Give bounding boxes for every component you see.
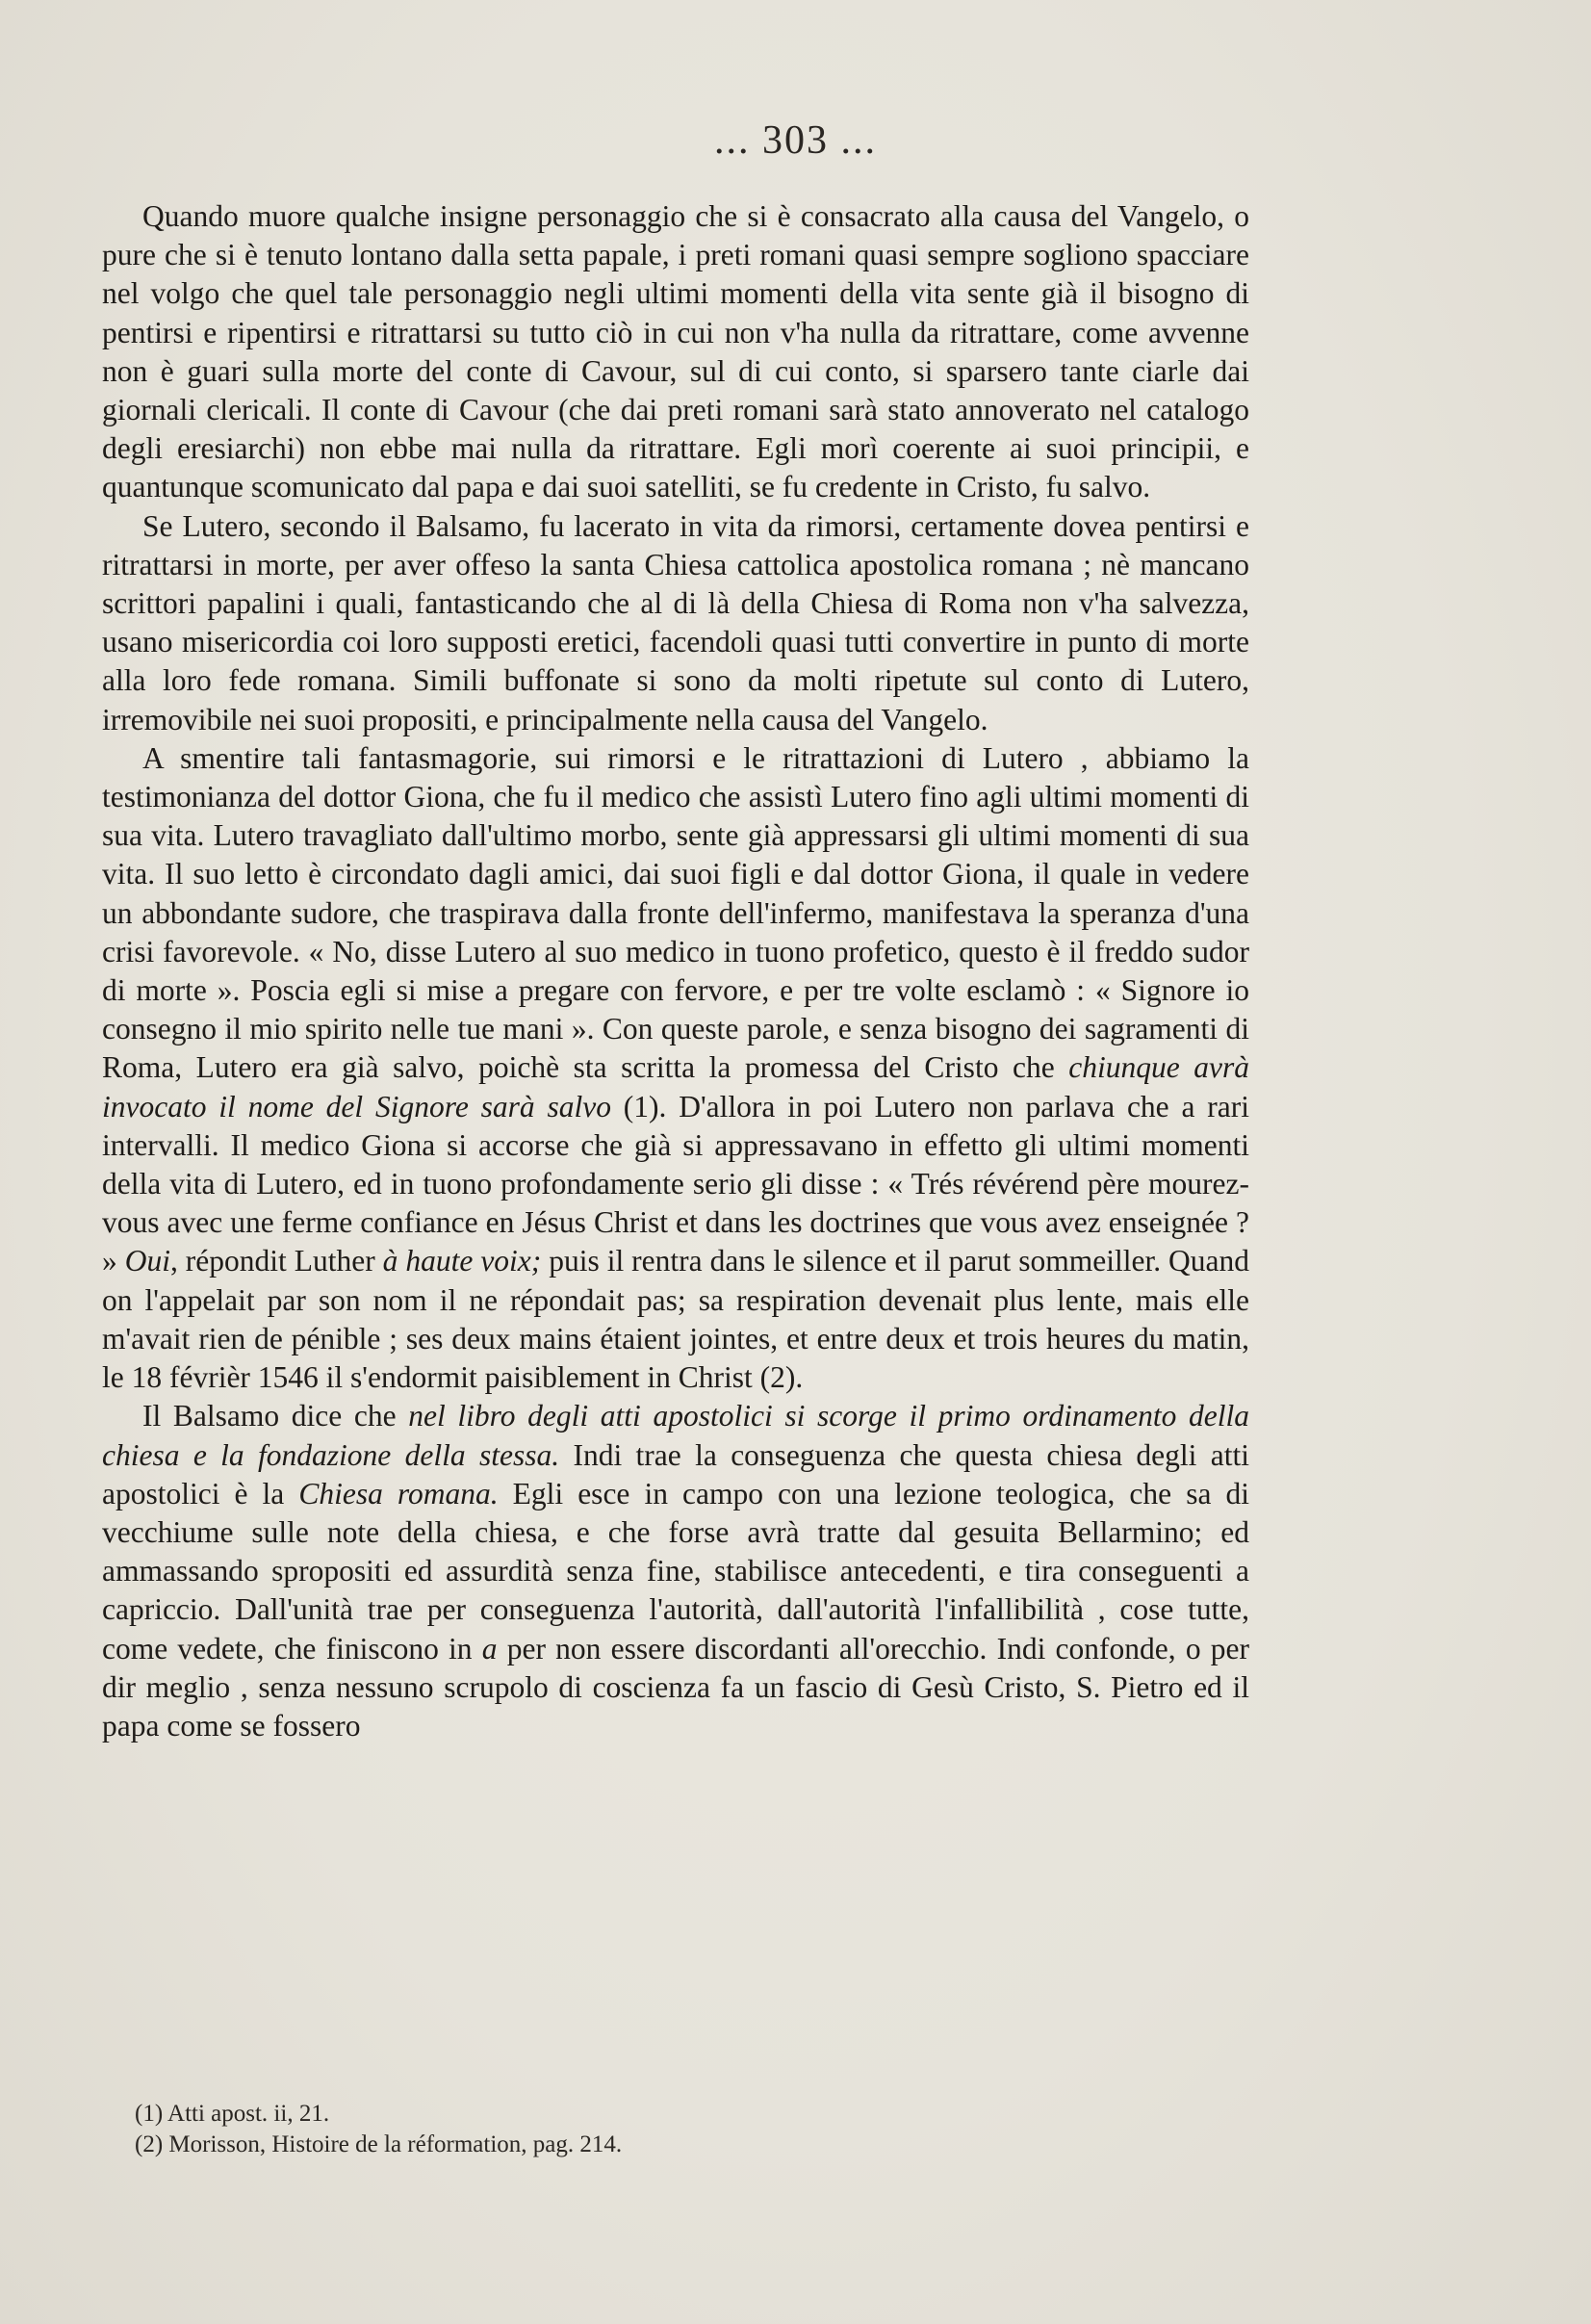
italic-text: à haute voix; (382, 1244, 542, 1278)
text-run: Se Lutero, secondo il Balsamo, fu lacerato in vita da rimorsi, certamente dovea pentirsi e ritrattarsi in morte, per aver offeso la santa Chiesa cattolica apostolica romana ; nè mancano scrittori papalini i quali, fantasticando che al di là della Chiesa di Roma non v'ha salvezza, usano misericordia coi loro supposti eretici, facendoli quasi tutti convertire in punto di morte alla loro fede romana. Simili buffonate si sono da molti ripetute sul conto di Lutero, irremovibile nei suoi propositi, e principalmente nella causa del Vangelo. (102, 508, 1249, 736)
text-run: Egli esce in campo con una lezione teologica, che sa di vecchiume sulle note della chiesa, e che forse avrà tratte dal gesuita Bellarmino; ed ammassando spropositi ed assurdità senza fine, stabilisce antecedenti, e tira conseguenti a capriccio. Dall'unità trae per conseguenza l'autorità, dall'autorità l'infallibilità , cose tutte, come vedete, che finiscono in (102, 1476, 1249, 1666)
body-text (102, 197, 1249, 1745)
italic-text: chiunque avrà invocato il nome del Signore sarà salvo (102, 1050, 1249, 1123)
italic-text: a (481, 1631, 498, 1666)
text-run: A smentire tali fantasmagorie, sui rimorsi e le ritrattazioni di Lutero , abbiamo la testimonianza del dottor Giona, che fu il medico che assistì Lutero fino agli ultimi momenti di sua vita. Lutero travagliato dall'ultimo morbo, sente già appressarsi gli ultimi momenti di sua vita. Il suo letto è circondato dagli amici, dai suoi figli e dal dottor Giona, il quale in vedere un abbondante sudore, che traspirava dalla fronte dell'infermo, manifestava la speranza d'una crisi favorevole. « No, disse Lutero al suo medico in tuono profetico, questo è il freddo sudor di morte ». Poscia egli si mise a pregare con fervore, e per tre volte esclamò : « Signore io consegno il mio spirito nelle tue mani ». Con queste parole, e senza bisogno dei sagramenti di Roma, Lutero era già salvo, poichè sta scritta la promessa del Cristo che (102, 740, 1249, 1085)
footnotes (135, 2099, 1193, 2160)
paragraph-2 (102, 507, 1249, 739)
page-number: ... 303 ... (714, 118, 877, 163)
text-run: Indi trae la conseguenza che questa chiesa degli atti apostolici è la (102, 1437, 1249, 1511)
text-run: puis il rentra dans le silence et il parut sommeiller. Quand on l'appelait par son nom il ne répondait pas; sa respiration devenait plus lente, mais elle m'avait rien de pénible ; ses deux mains étaient jointes, et entre deux et trois heures du matin, le 18 févrièr 1546 il s'endormit paisiblement in Christ (2). (102, 1244, 1250, 1395)
footnote-1: (1) Atti apost. ii, 21. (135, 2101, 330, 2127)
italic-text: Oui (124, 1244, 170, 1278)
text-run: Quando muore qualche insigne personaggio che si è consacrato alla causa del Vangelo, o pure che si è tenuto lontano dalla setta papale, i preti romani quasi sempre sogliono spacciare nel volgo che quel tale personaggio negli ultimi momenti della vita sente già il bisogno di pentirsi e ripentirsi e ritrattarsi su tutto ciò in cui non v'ha nulla da ritrattare, come avvenne non è guari sulla morte del conte di Cavour, sul di cui conto, si sparsero tante ciarle dai giornali clericali. Il conte di Cavour (che dai preti romani sarà stato annoverato nel catalogo degli eresiarchi) non ebbe mai nulla da ritrattare. Egli morì coerente ai suoi principii, e quantunque scomunicato dal papa e dai suoi satelliti, se fu credente in Cristo, fu salvo. (102, 199, 1249, 504)
text-run: per non essere discordanti all'orecchio. Indi confonde, o per dir meglio , senza nessuno scrupolo di coscienza fa un fascio di Gesù Cristo, S. Pietro ed il papa come se fossero (102, 1631, 1250, 1743)
text-run: , répondit Luther (169, 1244, 383, 1278)
text-run: (1). D'allora in poi Lutero non parlava che a rari intervalli. Il medico Giona si accorse che già si appressavano in effetto gli ultimi momenti della vita di Lutero, ed in tuono profondamente serio gli disse : « Trés révérend père mourez-vous avec une ferme confiance en Jésus Christ et dans les doctrines que vous avez enseignée ? » (102, 1089, 1250, 1278)
italic-text: Chiesa romana. (298, 1476, 499, 1511)
paragraph-1 (102, 197, 1249, 507)
italic-text: nel libro degli atti apostolici si scorge il primo ordinamento della chiesa e la fondazione della stessa. (102, 1399, 1249, 1472)
text-run: Il Balsamo dice che (142, 1399, 409, 1433)
paragraph-3 (102, 739, 1249, 1397)
footnote-2: (2) Morisson, Histoire de la réformation, pag. 214. (135, 2131, 623, 2157)
paragraph-4 (102, 1397, 1249, 1745)
